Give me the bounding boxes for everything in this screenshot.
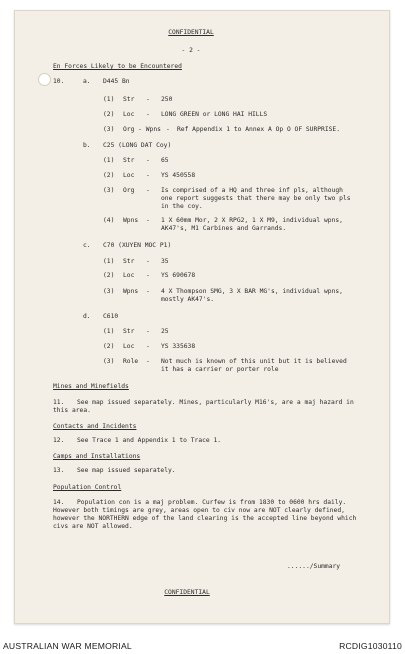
sub-letter: b. [83,142,91,149]
row-number: (2) [103,343,115,350]
row-key: Role [123,358,139,365]
para-text: See Trace 1 and Appendix 1 to Trace 1. [77,437,222,444]
punch-hole [38,73,51,86]
section-heading-population: Population Control [53,484,122,491]
para-number: 10. [53,78,65,85]
row-value: 25 [161,328,169,335]
unit-title: C610 [103,313,119,320]
row-value: 65 [161,157,169,164]
row-dash: - [146,172,150,179]
row-value: 1 X 60mm Mor, 2 X RPG2, 1 X M9, individual wpns, AK47's, M1 Carbines and Garrands. [161,217,343,232]
unit-title: C70 (XUYEN MOC P1) [103,242,172,249]
row-number: (1) [103,258,115,265]
classification-bottom: CONFIDENTIAL [164,589,210,596]
row-value: YS 690678 [161,272,196,279]
para-text: See map issued separately. Mines, particularly M16's, are a maj hazard in this area. [53,399,354,414]
para-number: 13. [53,467,65,474]
row-number: (1) [103,96,115,103]
row-dash: - [146,96,150,103]
para-number: 11. [53,399,65,406]
row-key: Loc [123,172,135,179]
row-dash: - [146,358,150,365]
unit-title: D445 Bn [103,78,130,85]
row-key: Org - Wpns [123,126,161,133]
archive-reference: RCDIG1030110 [339,641,402,651]
row-value: Not much is known of this unit but it is believed it has a carrier or porter role [161,358,347,373]
row-key: Wpns [123,288,139,295]
document-page [14,10,390,624]
classification-top: CONFIDENTIAL [168,29,214,36]
row-number: (2) [103,172,115,179]
row-value: YS 450558 [161,172,196,179]
row-number: (2) [103,272,115,279]
row-value: 4 X Thompson SMG, 3 X BAR MG's, individual wpns, mostly AK47's. [161,288,343,303]
row-number: (3) [103,126,115,133]
row-dash: - [146,343,150,350]
row-dash: - [146,217,150,224]
row-value: YS 335638 [161,343,196,350]
page-number: - 2 - [181,47,201,54]
para-number: 12. [53,437,65,444]
row-key: Str [123,258,135,265]
row-value: LONG GREEN or LONG HAI HILLS [161,111,268,118]
row-number: (4) [103,217,115,224]
row-key: Loc [123,272,135,279]
row-key: Str [123,96,135,103]
row-dash: - [146,111,150,118]
row-key: Str [123,157,135,164]
row-number: (1) [103,328,115,335]
signature-line: ....../Summary [287,563,341,570]
para-text: Population con is a maj problem. Curfew is from 1830 to 0600 hrs daily. However both timings are grey, areas open to civ now are NOT clearly defined, however the NORTHERN edge of the land clearing is the accepted line beyond which civs are NOT allowed. [53,499,357,530]
para-number: 14. [53,499,65,506]
row-number: (3) [103,288,115,295]
row-dash: - [146,187,150,194]
row-value: Ref Appendix 1 to Annex A Op O OF SURPRISE. [177,126,341,133]
row-key: Str [123,328,135,335]
unit-title: C25 (LONG DAT Coy) [103,142,172,149]
row-value: Is comprised of a HQ and three inf pls, although one report suggests that there may be only two pls in the coy. [161,187,351,210]
row-dash: - [146,328,150,335]
sub-letter: c. [83,242,91,249]
row-key: Wpns [123,217,139,224]
row-dash: - [146,272,150,279]
sub-letter: a. [83,78,91,85]
institution-name: AUSTRALIAN WAR MEMORIAL [3,641,132,651]
row-number: (1) [103,157,115,164]
row-dash: - [146,157,150,164]
row-value: 35 [161,258,169,265]
section-heading-enemy: En Forces Likely to be Encountered [53,63,182,70]
row-key: Loc [123,343,135,350]
row-key: Org [123,187,135,194]
section-heading-camps: Camps and Installations [53,453,141,460]
row-number: (3) [103,358,115,365]
archive-footer [0,627,405,654]
row-dash: - [146,258,150,265]
section-heading-mines: Mines and Minefields [53,383,129,390]
row-number: (2) [103,111,115,118]
row-dash: - [166,126,170,133]
para-text: See map issued separately. [77,467,176,474]
row-number: (3) [103,187,115,194]
row-value: 250 [161,96,173,103]
section-heading-contacts: Contacts and Incidents [53,423,137,430]
sub-letter: d. [83,313,91,320]
row-key: Loc [123,111,135,118]
row-dash: - [146,288,150,295]
